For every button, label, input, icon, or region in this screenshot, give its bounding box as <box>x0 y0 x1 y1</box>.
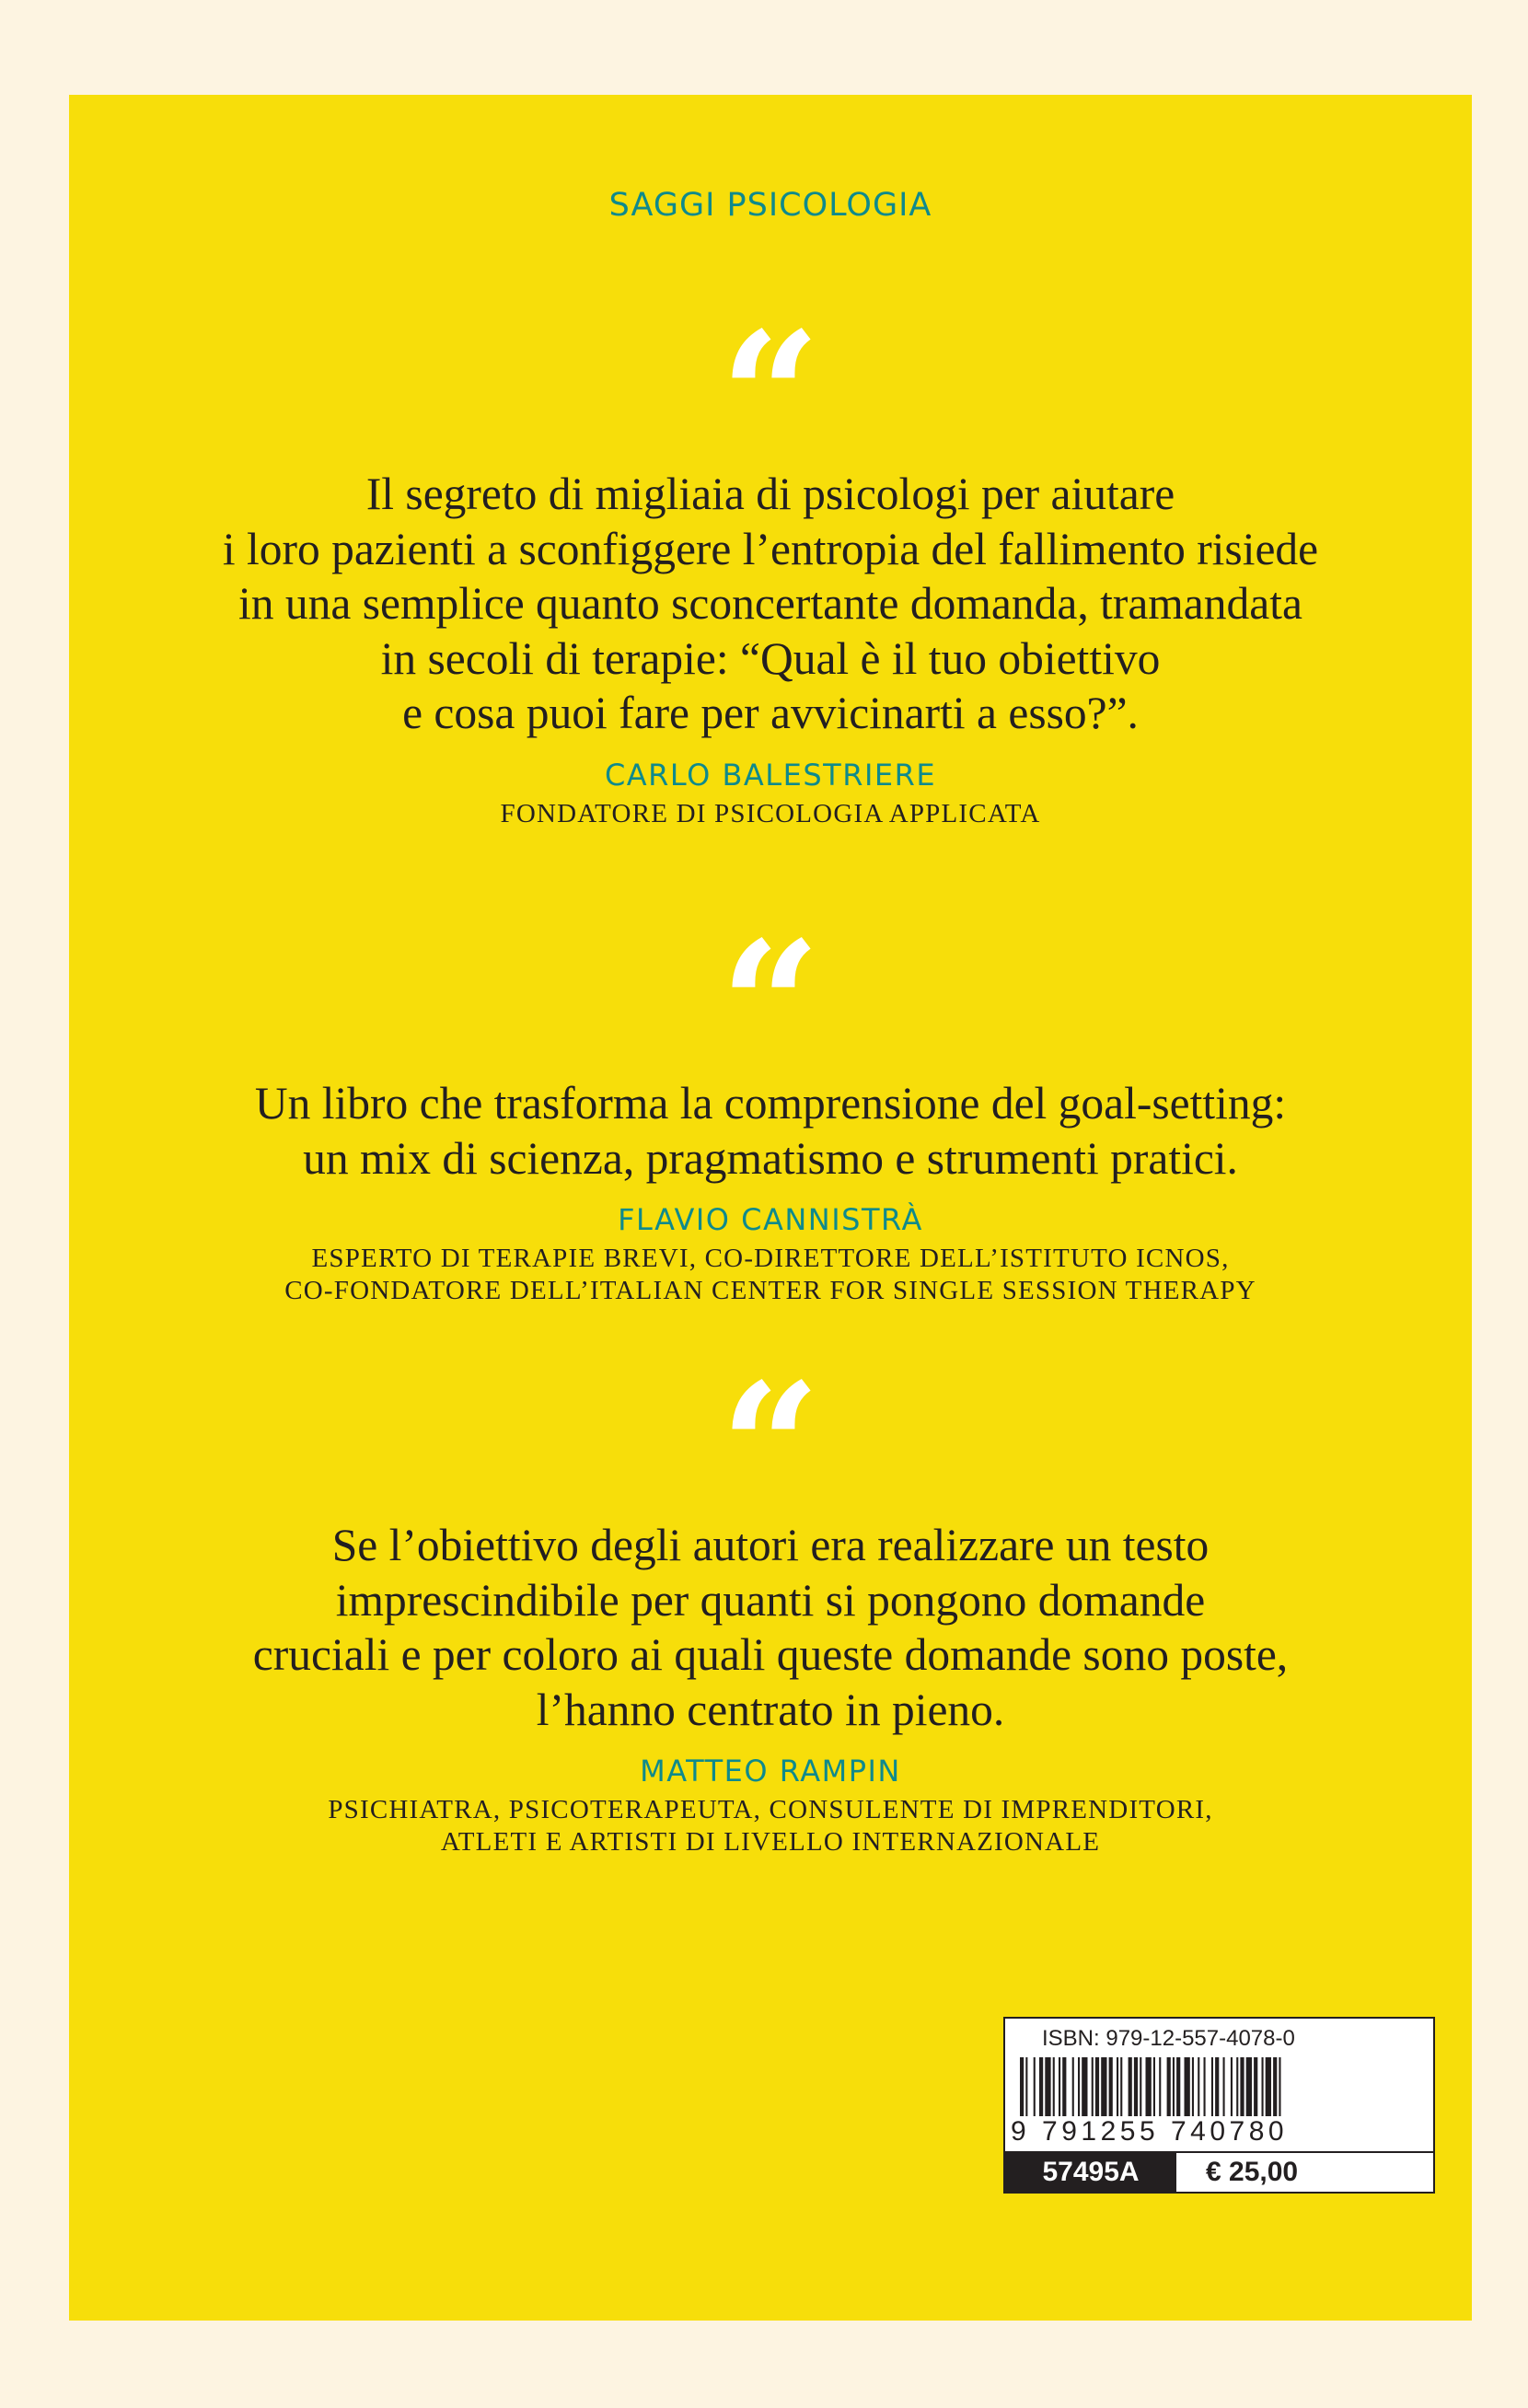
quote-mark-icon: “ <box>720 903 821 1108</box>
quote-author: MATTEO RAMPIN <box>640 1754 901 1789</box>
author-role <box>69 1243 1472 1307</box>
quote-block <box>69 294 1472 830</box>
quote-author: FLAVIO CANNISTRÀ <box>618 1202 923 1237</box>
quote-text <box>69 467 1472 741</box>
quote-line: imprescindibile per quanti si pongono domande <box>335 1574 1206 1626</box>
book-back-cover <box>69 95 1472 2321</box>
author-role <box>69 1794 1472 1858</box>
quote-line: Un libro che trasforma la comprensione del goal-setting: <box>254 1078 1287 1129</box>
series-label: SAGGI PSICOLOGIA <box>608 187 932 224</box>
quote-line: cruciali e per coloro ai quali queste domande sono poste, <box>252 1629 1289 1680</box>
author-role-line: PSICHIATRA, PSICOTERAPEUTA, CONSULENTE DI IMPRENDITORI, <box>328 1795 1213 1824</box>
quote-author: CARLO BALESTRIERE <box>604 757 937 793</box>
barcode-panel <box>1003 2017 1435 2194</box>
quote-mark-icon: “ <box>720 1345 821 1550</box>
quote-line: i loro pazienti a sconfiggere l’entropia del fallimento risiede <box>222 523 1319 574</box>
quote-text <box>69 1518 1472 1737</box>
quote-line: un mix di scienza, pragmatismo e strumenti pratici. <box>303 1132 1238 1184</box>
quote-line: Il segreto di migliaia di psicologi per aiutare <box>365 469 1175 519</box>
author-role <box>69 798 1472 830</box>
quote-mark-icon: “ <box>720 294 821 499</box>
author-role-line: CO-FONDATORE DELL’ITALIAN CENTER FOR SINGLE SESSION THERAPY <box>284 1276 1256 1305</box>
quote-text <box>69 1076 1472 1186</box>
product-code: 57495A <box>1005 2153 1176 2192</box>
quote-line: in una semplice quanto sconcertante domanda, tramandata <box>238 578 1302 629</box>
barcode-digits: 9 791255 740780 <box>1011 2116 1427 2148</box>
author-role-line: ESPERTO DI TERAPIE BREVI, CO-DIRETTORE DELL’ISTITUTO ICNOS, <box>311 1244 1230 1273</box>
isbn-label: ISBN: 979-12-557-4078-0 <box>1042 2026 1295 2051</box>
quote-line: l’hanno centrato in pieno. <box>536 1684 1005 1735</box>
quote-line: e cosa puoi fare per avvicinarti a esso?”. <box>402 688 1139 738</box>
author-role-line: ATLETI E ARTISTI DI LIVELLO INTERNAZIONALE <box>440 1827 1101 1857</box>
price: € 25,00 <box>1206 2157 1299 2187</box>
author-role-line: FONDATORE DI PSICOLOGIA APPLICATA <box>500 798 1041 828</box>
quote-line: in secoli di terapie: “Qual è il tuo obiettivo <box>380 632 1161 684</box>
quote-block <box>69 1345 1472 1858</box>
quote-block <box>69 903 1472 1307</box>
quote-line: Se l’obiettivo degli autori era realizzare un testo <box>331 1520 1210 1570</box>
